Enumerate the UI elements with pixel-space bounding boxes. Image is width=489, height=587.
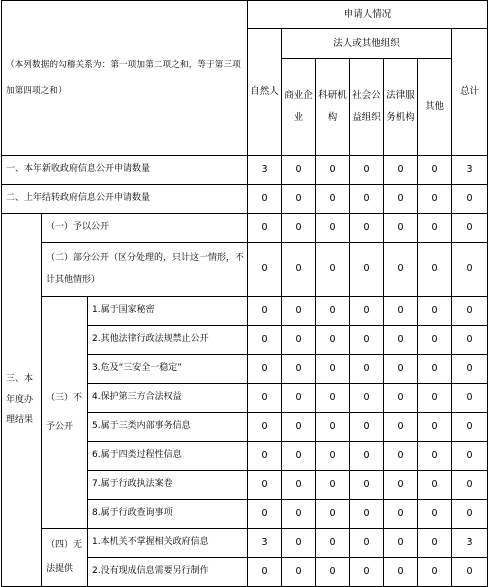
value-cell: 0: [282, 558, 316, 587]
value-cell: 0: [418, 529, 452, 558]
value-cell: 3: [248, 529, 282, 558]
value-cell: 0: [384, 529, 418, 558]
value-cell: 3: [452, 156, 488, 185]
value-cell: 0: [418, 442, 452, 471]
value-cell: 0: [384, 243, 418, 297]
row-label: 6.属于四类过程性信息: [88, 442, 248, 471]
legal-service-header: 法律服务机构: [384, 59, 418, 156]
value-cell: 0: [350, 529, 384, 558]
value-cell: 0: [418, 471, 452, 500]
legal-group-header: 法人或其他组织: [282, 29, 452, 59]
value-cell: 3: [248, 156, 282, 185]
value-cell: 0: [384, 297, 418, 326]
total-header: 总计: [452, 29, 488, 156]
value-cell: 0: [418, 214, 452, 243]
value-cell: 0: [350, 185, 384, 214]
value-cell: 0: [384, 185, 418, 214]
social-welfare-header: 社会公益组织: [350, 59, 384, 156]
value-cell: 0: [282, 355, 316, 384]
value-cell: 0: [452, 297, 488, 326]
value-cell: 0: [248, 214, 282, 243]
value-cell: 0: [316, 156, 350, 185]
row-label: 4.保护第三方合法权益: [88, 384, 248, 413]
value-cell: 0: [316, 384, 350, 413]
value-cell: 0: [248, 471, 282, 500]
table-row: [2, 243, 488, 297]
value-cell: 0: [282, 214, 316, 243]
value-cell: 0: [248, 500, 282, 529]
value-cell: 0: [452, 471, 488, 500]
row-label: 1.本机关不掌握相关政府信息: [88, 529, 248, 558]
value-cell: 0: [316, 442, 350, 471]
value-cell: 0: [316, 558, 350, 587]
value-cell: 0: [248, 384, 282, 413]
row-label: 2.没有现成信息需要另行制作: [88, 558, 248, 587]
value-cell: 0: [350, 384, 384, 413]
value-cell: 0: [418, 355, 452, 384]
value-cell: 0: [418, 243, 452, 297]
row-label: 1.属于国家秘密: [88, 297, 248, 326]
value-cell: 0: [384, 326, 418, 355]
value-cell: 0: [282, 442, 316, 471]
value-cell: 0: [248, 355, 282, 384]
value-cell: 0: [452, 355, 488, 384]
value-cell: 3: [452, 529, 488, 558]
value-cell: 0: [248, 185, 282, 214]
value-cell: 0: [418, 558, 452, 587]
value-cell: 0: [384, 384, 418, 413]
row-label: 8.属于行政查询事项: [88, 500, 248, 529]
value-cell: 0: [350, 471, 384, 500]
table-row: [2, 185, 488, 214]
value-cell: 0: [282, 500, 316, 529]
value-cell: 0: [452, 442, 488, 471]
value-cell: 0: [418, 297, 452, 326]
value-cell: 0: [282, 471, 316, 500]
natural-person-header: 自然人: [248, 29, 282, 156]
value-cell: 0: [248, 297, 282, 326]
value-cell: 0: [248, 243, 282, 297]
value-cell: 0: [350, 214, 384, 243]
value-cell: 0: [282, 156, 316, 185]
table-row: [2, 297, 488, 326]
row-label: 5.属于三类内部事务信息: [88, 413, 248, 442]
value-cell: 0: [452, 384, 488, 413]
value-cell: 0: [452, 326, 488, 355]
value-cell: 0: [384, 413, 418, 442]
value-cell: 0: [282, 243, 316, 297]
value-cell: 0: [452, 243, 488, 297]
section3-label: 三、本年度办理结果: [2, 214, 42, 587]
research-header: 科研机构: [316, 59, 350, 156]
value-cell: 0: [282, 384, 316, 413]
note-cell: （本列数据的勾稽关系为：第一项加第二项之和，等于第三项加第四项之和）: [2, 1, 248, 156]
value-cell: 0: [248, 442, 282, 471]
value-cell: 0: [418, 413, 452, 442]
value-cell: 0: [248, 326, 282, 355]
value-cell: 0: [452, 558, 488, 587]
value-cell: 0: [316, 214, 350, 243]
value-cell: 0: [316, 297, 350, 326]
value-cell: 0: [384, 500, 418, 529]
value-cell: 0: [452, 214, 488, 243]
value-cell: 0: [350, 442, 384, 471]
value-cell: 0: [418, 185, 452, 214]
value-cell: 0: [316, 413, 350, 442]
row-label: 2.其他法律行政法规禁止公开: [88, 326, 248, 355]
value-cell: 0: [316, 243, 350, 297]
value-cell: 0: [316, 185, 350, 214]
table-row: [2, 529, 488, 558]
row-label: 一、本年新收政府信息公开申请数量: [2, 156, 248, 185]
table-row: [2, 214, 488, 243]
value-cell: 0: [350, 243, 384, 297]
value-cell: 0: [384, 442, 418, 471]
row-label: 二、上年结转政府信息公开申请数量: [2, 185, 248, 214]
value-cell: 0: [384, 355, 418, 384]
row-label: （二）部分公开（区分处理的，只计这一情形，不计其他情形）: [42, 243, 248, 297]
value-cell: 0: [350, 156, 384, 185]
r3-4-label: （四）无法提供: [42, 529, 88, 587]
value-cell: 0: [282, 413, 316, 442]
other-header: 其他: [418, 59, 452, 156]
value-cell: 0: [282, 326, 316, 355]
row-label: 7.属于行政执法案卷: [88, 471, 248, 500]
value-cell: 0: [316, 326, 350, 355]
value-cell: 0: [350, 413, 384, 442]
value-cell: 0: [452, 500, 488, 529]
business-header: 商业企业: [282, 59, 316, 156]
value-cell: 0: [350, 558, 384, 587]
value-cell: 0: [418, 156, 452, 185]
value-cell: 0: [418, 384, 452, 413]
value-cell: 0: [282, 185, 316, 214]
row-label: （一）予以公开: [42, 214, 248, 243]
value-cell: 0: [452, 413, 488, 442]
value-cell: 0: [350, 297, 384, 326]
value-cell: 0: [316, 355, 350, 384]
value-cell: 0: [350, 326, 384, 355]
value-cell: 0: [316, 529, 350, 558]
value-cell: 0: [384, 214, 418, 243]
value-cell: 0: [384, 558, 418, 587]
value-cell: 0: [384, 156, 418, 185]
row-label: 3.危及“三安全一稳定”: [88, 355, 248, 384]
value-cell: 0: [316, 500, 350, 529]
value-cell: 0: [384, 471, 418, 500]
value-cell: 0: [248, 413, 282, 442]
value-cell: 0: [316, 471, 350, 500]
value-cell: 0: [282, 529, 316, 558]
value-cell: 0: [350, 355, 384, 384]
gov-info-request-table: [1, 0, 488, 587]
value-cell: 0: [452, 185, 488, 214]
table-row: [2, 156, 488, 185]
value-cell: 0: [282, 297, 316, 326]
value-cell: 0: [418, 326, 452, 355]
r3-3-label: （三）不予公开: [42, 297, 88, 529]
value-cell: 0: [350, 500, 384, 529]
value-cell: 0: [248, 558, 282, 587]
applicant-situation-header: 申请人情况: [248, 1, 488, 29]
value-cell: 0: [418, 500, 452, 529]
